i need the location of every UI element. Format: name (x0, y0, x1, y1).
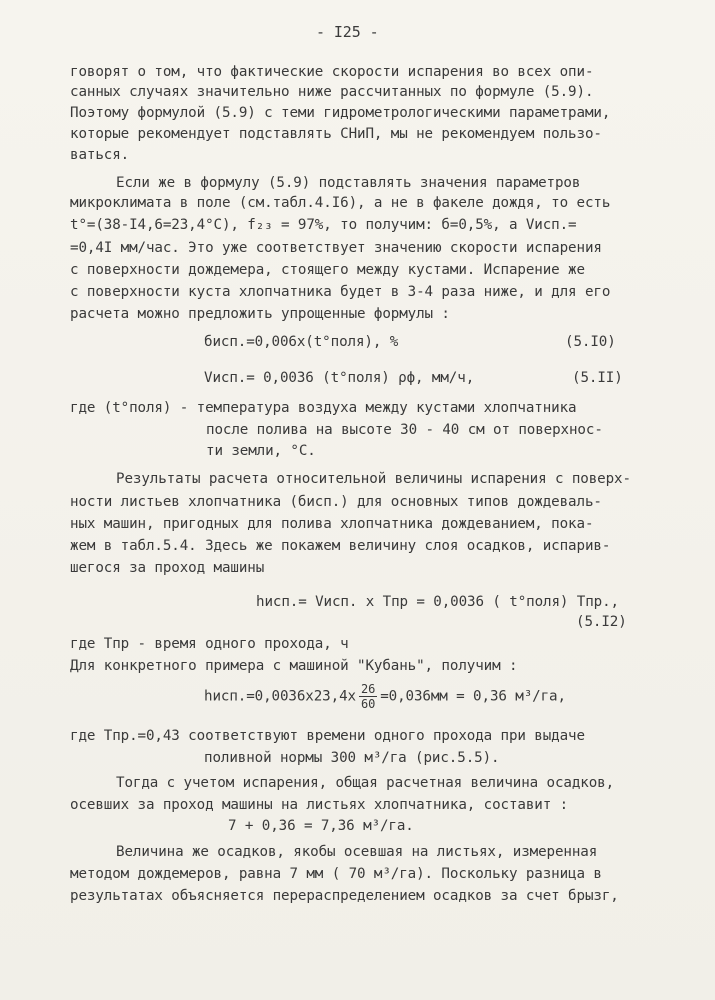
text-line: t°=(38-I4,6=23,4°С), f₂₃ = 97%, то получим: б=0,5%, а Vисп.= (70, 217, 577, 233)
text-line: где Тпр.=0,43 соответствуют времени одного прохода при выдаче (70, 728, 585, 744)
text-line: Результаты расчета относительной величины испарения с поверх- (116, 471, 631, 487)
text-line: Величина же осадков, якобы осевшая на листьях, измеренная (116, 844, 598, 860)
text-line: с поверхности дождемера, стоящего между кустами. Испарение же (70, 262, 585, 278)
text-line: жем в табл.5.4. Здесь же покажем величину слоя осадков, испарив- (70, 538, 611, 554)
text-line: осевших за проход машины на листьях хлопчатника, составит : (70, 797, 569, 813)
text-line: ваться. (70, 147, 130, 163)
text-line: после полива на высоте 30 - 40 см от поверхнос- (206, 422, 603, 438)
text-line: Тогда с учетом испарения, общая расчетная величина осадков, (116, 775, 615, 791)
page-number: - I25 - (316, 23, 379, 41)
text-line: Для конкретного примера с машиной "Кубань", получим : (70, 658, 518, 674)
formula-left: hисп.=0,0036х23,4х (204, 688, 356, 705)
text-line: ных машин, пригодных для полива хлопчатника дождеванием, пока- (70, 516, 594, 532)
text-line: методом дождемеров, равна 7 мм ( 70 м³/га). Поскольку разница в (70, 866, 602, 882)
text-line: санных случаях значительно ниже рассчитанных по формуле (5.9). (70, 84, 594, 100)
text-line: где (t°поля) - температура воздуха между кустами хлопчатника (70, 400, 577, 416)
text-line: Поэтому формулой (5.9) с теми гидрометрологическими параметрами, (70, 105, 611, 121)
text-line: поливной нормы 300 м³/га (рис.5.5). (204, 750, 500, 766)
text-line: микроклимата в поле (см.табл.4.I6), а не в факеле дождя, то есть (70, 195, 611, 211)
text-line: Если же в формулу (5.9) подставлять значения параметров (116, 175, 581, 191)
equation-number: (5.I2) (576, 614, 627, 630)
text-line: ти земли, °С. (206, 443, 316, 459)
text-line: где Тпр - время одного прохода, ч (70, 636, 349, 652)
text-line: шегося за проход машины (70, 560, 265, 576)
equation-number: (5.I0) (565, 334, 616, 350)
text-line: расчета можно предложить упрощенные формулы : (70, 306, 450, 322)
formula-5-10: бисп.=0,006х(t°поля), % (204, 334, 399, 350)
equation-number: (5.II) (572, 370, 623, 386)
formula-kuban (204, 682, 566, 711)
formula-5-12: hисп.= Vисп. х Тпр = 0,0036 ( t°поля) Тпр., (256, 594, 619, 610)
text-line: которые рекомендует подставлять СНиП, мы не рекомендуем пользо- (70, 126, 602, 142)
formula-right: =0,036мм = 0,36 м³/га, (380, 688, 566, 705)
text-line: с поверхности куста хлопчатника будет в 3-4 раза ниже, и для его (70, 284, 611, 300)
fraction (359, 682, 377, 711)
fraction-denominator: 60 (360, 697, 376, 711)
text-line: ности листьев хлопчатника (бисп.) для основных типов дождеваль- (70, 494, 602, 510)
fraction-numerator: 26 (360, 682, 376, 696)
text-line: 7 + 0,36 = 7,36 м³/га. (228, 818, 414, 834)
text-line: говорят о том, что фактические скорости испарения во всех опи- (70, 64, 594, 80)
text-line: результатах объясняется перераспределением осадков за счет брызг, (70, 888, 619, 904)
formula-5-11: Vисп.= 0,0036 (t°поля) ρф, мм/ч, (204, 370, 475, 386)
text-line: =0,4I мм/час. Это уже соответствует значению скорости испарения (70, 240, 602, 256)
